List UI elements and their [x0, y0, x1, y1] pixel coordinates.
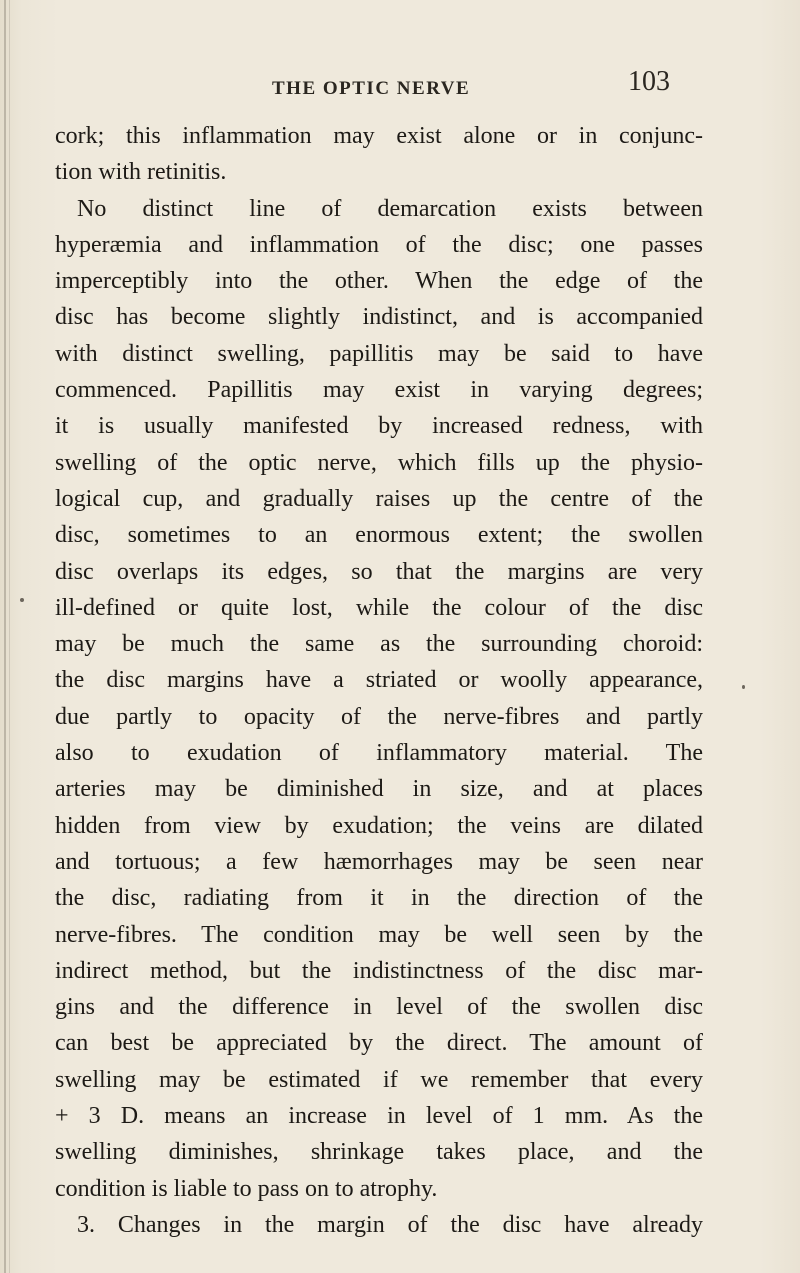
text-line: swelling diminishes, shrinkage takes place, and the [55, 1139, 703, 1166]
text-line: swelling of the optic nerve, which fills up the physio- [55, 449, 703, 476]
text-line: tion with retinitis. [55, 159, 227, 186]
text-line: disc has become slightly indistinct, and is accompanied [55, 304, 703, 331]
text-line: indirect method, but the indistinctness of the disc mar- [55, 957, 703, 984]
text-line: nerve-fibres. The condition may be well seen by the [55, 921, 703, 948]
print-speck [20, 598, 24, 602]
text-line: ill-defined or quite lost, while the colour of the disc [55, 594, 703, 621]
text-line: + 3 D. means an increase in level of 1 mm. As the [55, 1103, 703, 1130]
text-line: logical cup, and gradually raises up the centre of the [55, 485, 703, 512]
binding-gutter-line [4, 0, 6, 1273]
text-line: commenced. Papillitis may exist in varying degrees; [55, 377, 703, 404]
page-number: 103 [628, 66, 670, 97]
text-line: disc, sometimes to an enormous extent; the swollen [55, 522, 703, 549]
text-line: it is usually manifested by increased redness, with [55, 413, 703, 440]
text-line: arteries may be diminished in size, and at places [55, 776, 703, 803]
text-line: and tortuous; a few hæmorrhages may be seen near [55, 848, 703, 875]
text-line: disc overlaps its edges, so that the margins are very [55, 558, 703, 585]
text-line: swelling may be estimated if we remember that every [55, 1066, 703, 1093]
text-line: can best be appreciated by the direct. The amount of [55, 1030, 703, 1057]
text-line: cork; this inflammation may exist alone or in conjunc- [55, 123, 703, 149]
text-line: the disc, radiating from it in the direction of the [55, 885, 703, 912]
text-line: also to exudation of inflammatory material. The [55, 740, 703, 767]
body-text [55, 118, 703, 1243]
paragraph-start-line: No distinct line of demarcation exists between [77, 195, 703, 222]
running-head: THE OPTIC NERVE [272, 78, 471, 99]
text-line: the disc margins have a striated or woolly appearance, [55, 667, 703, 694]
text-line: gins and the difference in level of the swollen disc [55, 994, 703, 1021]
text-line: hyperæmia and inflammation of the disc; one passes [55, 231, 703, 258]
binding-gutter-shadow [9, 0, 10, 1273]
text-line: due partly to opacity of the nerve-fibres and partly [55, 703, 703, 730]
text-line: hidden from view by exudation; the veins are dilated [55, 812, 703, 839]
text-line: condition is liable to pass on to atrophy. [55, 1175, 438, 1202]
print-speck [742, 685, 745, 689]
paragraph-start-line: 3. Changes in the margin of the disc have already [77, 1211, 703, 1238]
text-line: with distinct swelling, papillitis may be said to have [55, 340, 703, 367]
text-line: imperceptibly into the other. When the edge of the [55, 268, 703, 295]
text-line: may be much the same as the surrounding choroid: [55, 631, 703, 658]
